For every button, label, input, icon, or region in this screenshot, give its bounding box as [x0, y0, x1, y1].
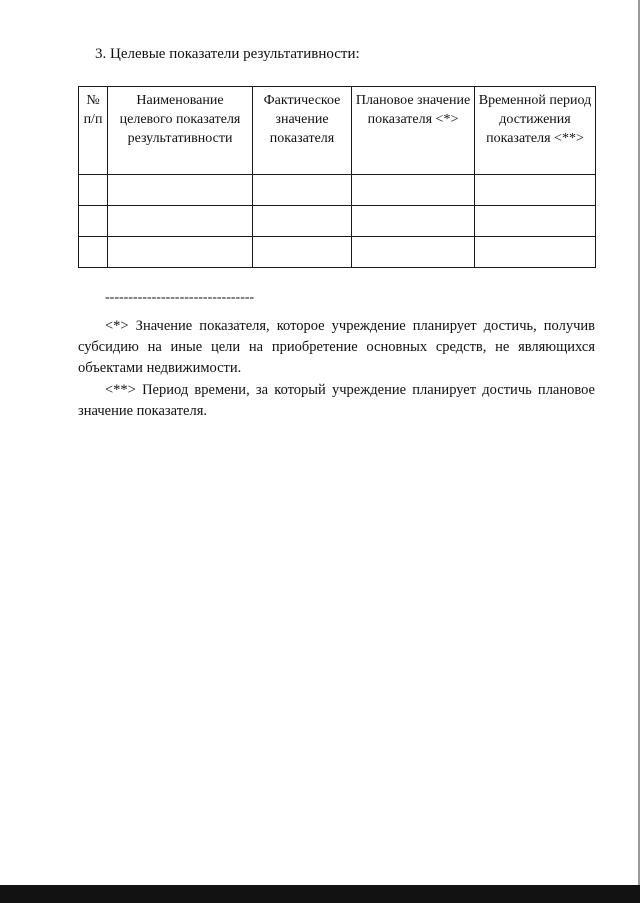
table-cell: [475, 237, 596, 268]
header-planned-value: Плановое значение показателя <*>: [352, 87, 475, 175]
table-cell: [475, 175, 596, 206]
table-cell: [352, 175, 475, 206]
header-number: № п/п: [79, 87, 108, 175]
header-actual-value: Фактическое значение показателя: [253, 87, 352, 175]
indicators-table: [78, 86, 596, 268]
table-cell: [253, 206, 352, 237]
table-row: [79, 237, 596, 268]
table-cell: [108, 206, 253, 237]
scan-bottom-band: [0, 885, 640, 903]
footnote-planned-value: <*> Значение показателя, которое учреждение планирует достичь, получив субсидию на иные цели на приобретение основных средств, не являющихся объектами недвижимости.: [78, 318, 595, 376]
table-cell: [79, 237, 108, 268]
table-row: [79, 206, 596, 237]
table-cell: [108, 237, 253, 268]
table-cell: [108, 175, 253, 206]
table-cell: [352, 206, 475, 237]
section-heading: 3. Целевые показатели результативности:: [95, 46, 360, 62]
table-cell: [79, 206, 108, 237]
table-cell: [352, 237, 475, 268]
footnote-separator: --------------------------------: [105, 290, 255, 305]
footnote-time-period: <**> Период времени, за который учреждение планирует достичь плановое значение показателя.: [78, 382, 595, 419]
table-cell: [79, 175, 108, 206]
header-indicator-name: Наименование целевого показателя результативности: [108, 87, 253, 175]
table-row: [79, 175, 596, 206]
table-cell: [475, 206, 596, 237]
table-cell: [253, 237, 352, 268]
table-cell: [253, 175, 352, 206]
header-time-period: Временной период достижения показателя <**>: [475, 87, 596, 175]
table-header-row: [79, 87, 596, 175]
